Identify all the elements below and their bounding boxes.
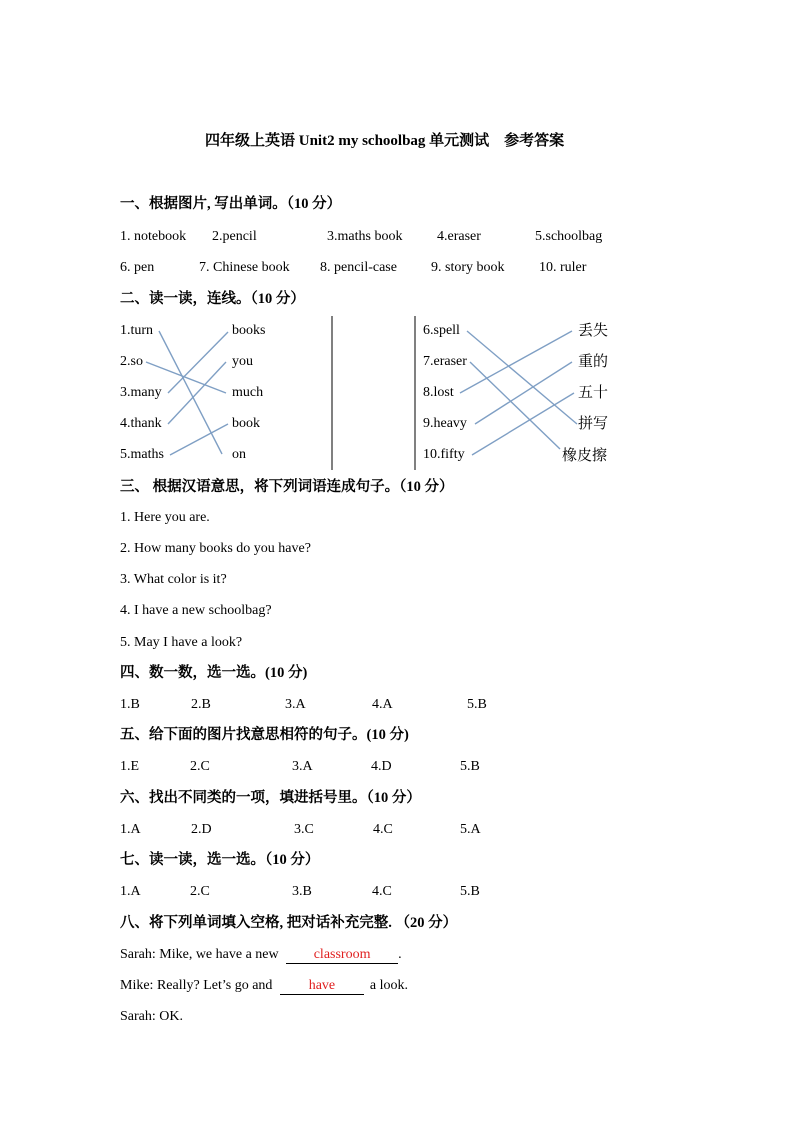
answer: 5.B bbox=[467, 697, 487, 712]
right-word: 10.fifty bbox=[423, 447, 465, 462]
s1-answer: 9. story book bbox=[431, 260, 505, 275]
match-line-lost-diushi bbox=[460, 331, 572, 393]
s1-answer: 2.pencil bbox=[212, 229, 257, 244]
left-word: 1.turn bbox=[120, 323, 154, 338]
answer: 3.C bbox=[294, 822, 314, 837]
sentence: 3. What color is it? bbox=[120, 572, 227, 587]
answer: 2.D bbox=[191, 822, 212, 837]
answer: 1.E bbox=[120, 759, 140, 774]
section-3-heading: 三、 根据汉语意思，将下列词语连成句子。（10 分） bbox=[120, 479, 454, 495]
answer: 4.C bbox=[372, 884, 392, 899]
answer: 3.A bbox=[285, 697, 306, 712]
sentence: 4. I have a new schoolbag? bbox=[120, 603, 272, 618]
s1-answer: 4.eraser bbox=[437, 229, 481, 244]
sentence: 1. Here you are. bbox=[120, 510, 210, 525]
answer: 3.A bbox=[292, 759, 313, 774]
right-word: 8.lost bbox=[423, 385, 454, 400]
section-2-heading: 二、读一读，连线。（10 分） bbox=[120, 291, 305, 307]
dialogue-line-1 bbox=[120, 948, 402, 964]
s1-answer: 5.schoolbag bbox=[535, 229, 603, 244]
answer: 2.C bbox=[190, 884, 210, 899]
section-1-heading: 一、根据图片, 写出单词。（10 分） bbox=[120, 196, 342, 212]
right-match: 橡皮擦 bbox=[562, 446, 608, 464]
dialogue-text: Sarah: OK. bbox=[120, 1009, 183, 1024]
s1-answer: 6. pen bbox=[120, 260, 155, 275]
right-match: 五十 bbox=[578, 383, 609, 401]
s1-answer: 3.maths book bbox=[327, 229, 403, 244]
s1-answer: 10. ruler bbox=[539, 260, 587, 275]
left-match: books bbox=[232, 323, 266, 338]
answer: 2.B bbox=[191, 697, 211, 712]
fill-blank-answer: classroom bbox=[286, 948, 398, 964]
left-word: 3.many bbox=[120, 385, 162, 400]
section-7-heading: 七、读一读，选一选。（10 分） bbox=[120, 852, 320, 868]
answer: 4.C bbox=[373, 822, 393, 837]
dialogue-text: Mike: Really? Let’s go and bbox=[120, 978, 273, 993]
left-match: book bbox=[232, 416, 260, 431]
right-match: 拼写 bbox=[578, 414, 609, 432]
right-word: 6.spell bbox=[423, 323, 460, 338]
left-word: 2.so bbox=[120, 354, 143, 369]
answer: 5.B bbox=[460, 759, 480, 774]
right-match: 丢失 bbox=[578, 321, 609, 339]
left-word: 5.maths bbox=[120, 447, 164, 462]
left-word: 4.thank bbox=[120, 416, 162, 431]
answer: 3.B bbox=[292, 884, 312, 899]
dialogue-text: . bbox=[398, 947, 402, 962]
match-line-fifty-wushi bbox=[472, 393, 574, 455]
section-4-heading: 四、数一数，选一选。(10 分) bbox=[120, 665, 308, 681]
page-title: 四年级上英语 Unit2 my schoolbag 单元测试 参考答案 bbox=[205, 133, 565, 149]
answer: 1.A bbox=[120, 884, 141, 899]
s1-answer: 8. pencil-case bbox=[320, 260, 397, 275]
answer: 1.A bbox=[120, 822, 141, 837]
answer: 4.A bbox=[372, 697, 393, 712]
right-word: 9.heavy bbox=[423, 416, 467, 431]
answer: 1.B bbox=[120, 697, 140, 712]
sentence: 5. May I have a look? bbox=[120, 635, 243, 650]
section-8-heading: 八、将下列单词填入空格, 把对话补充完整. （20 分） bbox=[120, 915, 458, 931]
s1-answer: 7. Chinese book bbox=[199, 260, 290, 275]
right-word: 7.eraser bbox=[423, 354, 467, 369]
section-5-heading: 五、给下面的图片找意思相符的句子。(10 分) bbox=[120, 727, 409, 743]
answer: 5.B bbox=[460, 884, 480, 899]
match-line-many-books bbox=[168, 332, 228, 393]
match-line-maths-book bbox=[170, 424, 228, 455]
match-line-eraser-xiangpica bbox=[470, 362, 560, 449]
answer: 4.D bbox=[371, 759, 392, 774]
fill-blank-answer: have bbox=[280, 979, 364, 995]
match-line-thank-you bbox=[168, 362, 226, 424]
left-match: on bbox=[232, 447, 246, 462]
match-line-heavy-zhongde bbox=[475, 362, 572, 424]
dialogue-text: Sarah: Mike, we have a new bbox=[120, 947, 279, 962]
dialogue-line-3 bbox=[120, 1010, 183, 1024]
match-line-spell-pinxie bbox=[467, 331, 577, 424]
left-match: much bbox=[232, 385, 264, 400]
sentence: 2. How many books do you have? bbox=[120, 541, 311, 556]
dialogue-text: a look. bbox=[369, 978, 409, 993]
answer: 5.A bbox=[460, 822, 481, 837]
dialogue-line-2 bbox=[120, 979, 408, 995]
left-match: you bbox=[232, 354, 253, 369]
s1-answer: 1. notebook bbox=[120, 229, 187, 244]
right-match: 重的 bbox=[578, 352, 609, 370]
section-6-heading: 六、找出不同类的一项，填进括号里。（10 分） bbox=[120, 790, 421, 806]
answer: 2.C bbox=[190, 759, 210, 774]
